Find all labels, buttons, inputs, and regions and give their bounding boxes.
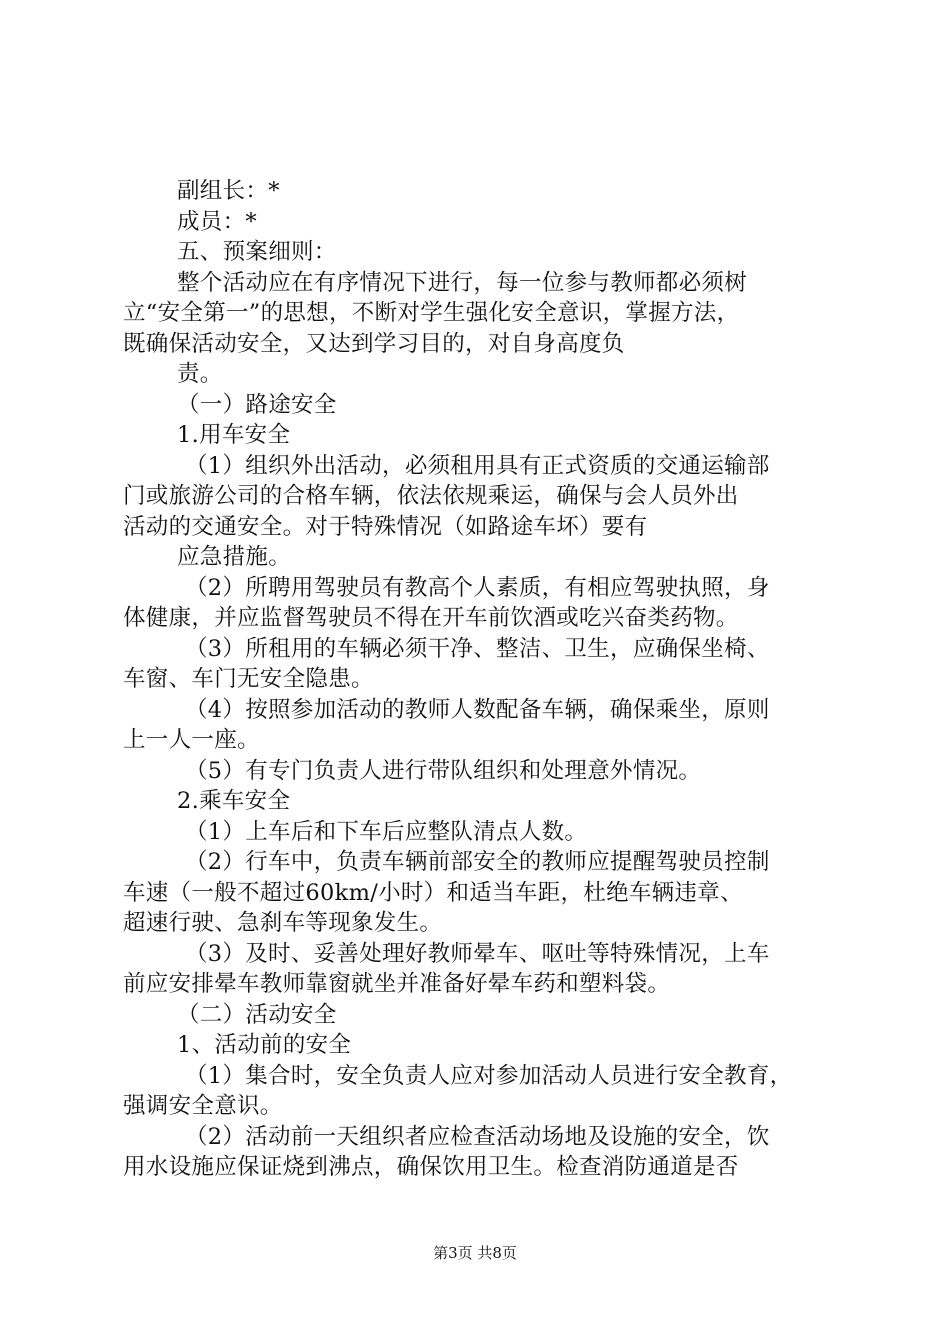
section-heading: 五、预案细则：	[177, 239, 337, 265]
paragraph-line: （4）按照参加活动的教师人数配备车辆，确保乘坐，原则	[185, 696, 770, 723]
subsection-heading: 1.用车安全	[177, 422, 291, 448]
paragraph-line: （3）及时、妥善处理好教师晕车、呕吐等特殊情况，上车	[185, 940, 770, 967]
subsection-heading: 1、活动前的安全	[177, 1032, 352, 1058]
paragraph-line: 责。	[177, 361, 223, 387]
paragraph-line: （1）上车后和下车后应整队清点人数。	[185, 818, 588, 845]
paragraph-line: （3）所租用的车辆必须干净、整洁、卫生，应确保坐椅、	[185, 635, 770, 662]
paragraph-line: （2）所聘用驾驶员有教高个人素质，有相应驾驶执照，身	[185, 574, 770, 601]
text-line: 成员：*	[177, 208, 257, 235]
subsection-heading: 2.乘车安全	[177, 788, 291, 814]
paragraph-line: （2）活动前一天组织者应检查活动场地及设施的安全，饮	[185, 1123, 770, 1150]
text-line: 副组长：*	[177, 178, 280, 204]
paragraph-line: 既确保活动安全，又达到学习目的，对自身高度负	[123, 330, 625, 357]
paragraph-line: 上一人一座。	[123, 727, 260, 753]
paragraph-line: （5）有专门负责人进行带队组织和处理意外情况。	[185, 757, 702, 784]
paragraph-line: 车速（一般不超过60km/小时）和适当车距，杜绝车辆违章、	[123, 879, 743, 906]
paragraph-line: 立“安全第一”的思想，不断对学生强化安全意识，掌握方法，	[123, 300, 740, 326]
document-body	[123, 176, 833, 1183]
paragraph-line: 应急措施。	[177, 544, 292, 570]
paragraph-line: （2）行车中，负责车辆前部安全的教师应提醒驾驶员控制	[185, 849, 770, 875]
paragraph-line: 门或旅游公司的合格车辆，依法依规乘运，确保与会人员外出	[123, 483, 739, 509]
paragraph-line: （1）集合时，安全负责人应对参加活动人员进行安全教育，	[185, 1062, 793, 1089]
paragraph-line: 活动的交通安全。对于特殊情况（如路途车坏）要有	[123, 513, 648, 540]
page-number-footer: 第3页 共8页	[433, 1244, 517, 1262]
paragraph-line: 前应安排晕车教师靠窗就坐并准备好晕车药和塑料袋。	[123, 971, 671, 997]
paragraph-line: 车窗、车门无安全隐患。	[123, 666, 374, 692]
section-heading: （一）路途安全	[177, 391, 337, 418]
paragraph-line: 用水设施应保证烧到沸点，确保饮用卫生。检查消防通道是否	[123, 1154, 739, 1180]
paragraph-line: 体健康，并应监督驾驶员不得在开车前饮酒或吃兴奋类药物。	[123, 605, 739, 631]
paragraph-line: （1）组织外出活动，必须租用具有正式资质的交通运输部	[185, 452, 770, 479]
section-heading: （二）活动安全	[177, 1001, 337, 1028]
paragraph-line: 强调安全意识。	[123, 1093, 283, 1119]
paragraph-line: 整个活动应在有序情况下进行，每一位参与教师都必须树	[177, 269, 748, 296]
paragraph-line: 超速行驶、急刹车等现象发生。	[123, 910, 443, 936]
